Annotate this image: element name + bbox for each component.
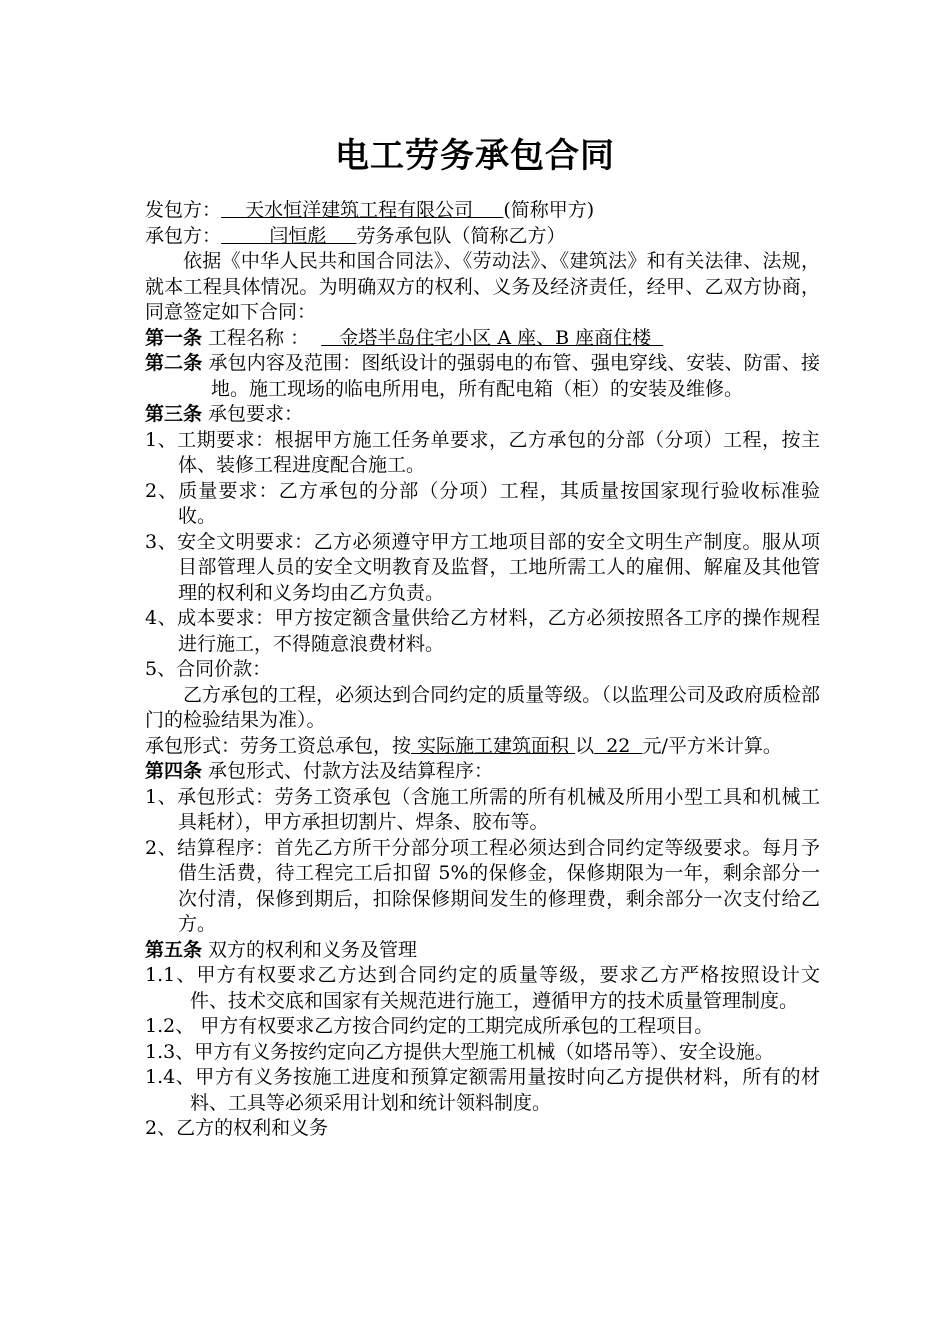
contractor-name: 闫恒彪 bbox=[221, 224, 357, 247]
article-2-head: 第二条 bbox=[145, 352, 203, 374]
article-3-text: 承包要求： bbox=[202, 403, 304, 425]
article-1-label: 工程名称 ： bbox=[202, 326, 322, 349]
article-4 bbox=[145, 759, 820, 785]
article-3-head: 第三条 bbox=[145, 403, 203, 425]
contract-form-suffix: 元/平方米计算。 bbox=[642, 734, 782, 757]
article-3 bbox=[145, 402, 820, 428]
contractor-line bbox=[145, 224, 820, 250]
list-item: 3、安全文明要求：乙方必须遵守甲方工地项目部的安全文明生产制度。服从项目部管理人员的安全文明教育及监督，工地所需工人的雇佣、解雇及其他管理的权利和义务均由乙方负责。 bbox=[145, 530, 820, 604]
contractor-suffix: 劳务承包队（简称乙方） bbox=[356, 224, 566, 247]
employer-suffix: (简称甲方) bbox=[503, 199, 595, 221]
document-title: 电工劳务承包合同 bbox=[335, 136, 615, 176]
article-5 bbox=[145, 938, 820, 964]
article-5-head: 第五条 bbox=[145, 938, 203, 961]
list-item: 1.2、 甲方有权要求乙方按合同约定的工期完成所承包的工程项目。 bbox=[145, 1015, 714, 1037]
employer-name: 天水恒洋建筑工程有限公司 bbox=[221, 199, 504, 221]
article-4-head: 第四条 bbox=[145, 760, 203, 782]
article-4-text: 承包形式、付款方法及结算程序： bbox=[202, 760, 494, 782]
list-item: 4、成本要求：甲方按定额含量供给乙方材料，乙方必须按照各工序的操作规程进行施工，不得随意浪费材料。 bbox=[145, 607, 820, 655]
article-1 bbox=[145, 326, 820, 352]
article-2 bbox=[145, 351, 820, 402]
list-item: 1、工期要求：根据甲方施工任务单要求，乙方承包的分部（分项）工程，按主体、装修工程进度配合施工。 bbox=[145, 428, 820, 476]
contract-body bbox=[145, 198, 820, 1142]
project-name: 金塔半岛住宅小区 A 座、B 座商住楼 bbox=[321, 326, 664, 349]
list-item: 1.1、甲方有权要求乙方达到合同约定的质量等级，要求乙方严格按照设计文件、技术交底和国家有关规范进行施工，遵循甲方的技术质量管理制度。 bbox=[145, 964, 820, 1012]
list-item: 2、结算程序：首先乙方所干分部分项工程必须达到合同约定等级要求。每月予借生活费，待工程完工后扣留 5%的保修金，保修期限为一年，剩余部分一次付清，保修到期后，扣除保修期间发生的修理费，剩余部分一次支付给乙方。 bbox=[145, 836, 820, 935]
employer-line bbox=[145, 198, 820, 224]
list-item: 5、合同价款： bbox=[145, 658, 272, 680]
list-item: 1、承包形式：劳务工资承包（含施工所需的所有机械及所用小型工具和机械工具耗材），甲方承担切割片、焊条、胶布等。 bbox=[145, 785, 820, 833]
preamble: 依据《中华人民共和国合同法》、《劳动法》、《建筑法》和有关法律、法规，就本工程具体情况。为明确双方的权利、义务及经济责任，经甲、乙双方协商，同意签定如下合同： bbox=[145, 250, 820, 323]
contract-form bbox=[145, 734, 820, 760]
list-item: 2、质量要求：乙方承包的分部（分项）工程，其质量按国家现行验收标准验收。 bbox=[145, 479, 820, 527]
contract-rate: 22 bbox=[594, 734, 643, 757]
contract-form-mid: 以 bbox=[575, 734, 595, 757]
article-5-text: 双方的权利和义务及管理 bbox=[202, 938, 418, 961]
employer-label: 发包方： bbox=[145, 199, 222, 221]
list-item: 2、乙方的权利和义务 bbox=[145, 1117, 329, 1139]
contract-form-basis: 实际施工建筑面积 bbox=[411, 734, 576, 757]
article-1-head: 第一条 bbox=[145, 326, 203, 349]
contract-form-prefix: 承包形式：劳务工资总承包，按 bbox=[145, 734, 412, 757]
contractor-label: 承包方： bbox=[145, 224, 222, 247]
list-item: 1.3、甲方有义务按约定向乙方提供大型施工机械（如塔吊等）、安全设施。 bbox=[145, 1040, 774, 1063]
list-item: 1.4、甲方有义务按施工进度和预算定额需用量按时向乙方提供材料，所有的材料、工具等必须采用计划和统计领料制度。 bbox=[145, 1066, 820, 1114]
price-text: 乙方承包的工程，必须达到合同约定的质量等级。（以监理公司及政府质检部门的检验结果为准）。 bbox=[145, 683, 820, 731]
article-2-text: 承包内容及范围：图纸设计的强弱电的布管、强电穿线、安装、防雷、接地。施工现场的临电所用电，所有配电箱（柜）的安装及维修。 bbox=[202, 352, 820, 400]
